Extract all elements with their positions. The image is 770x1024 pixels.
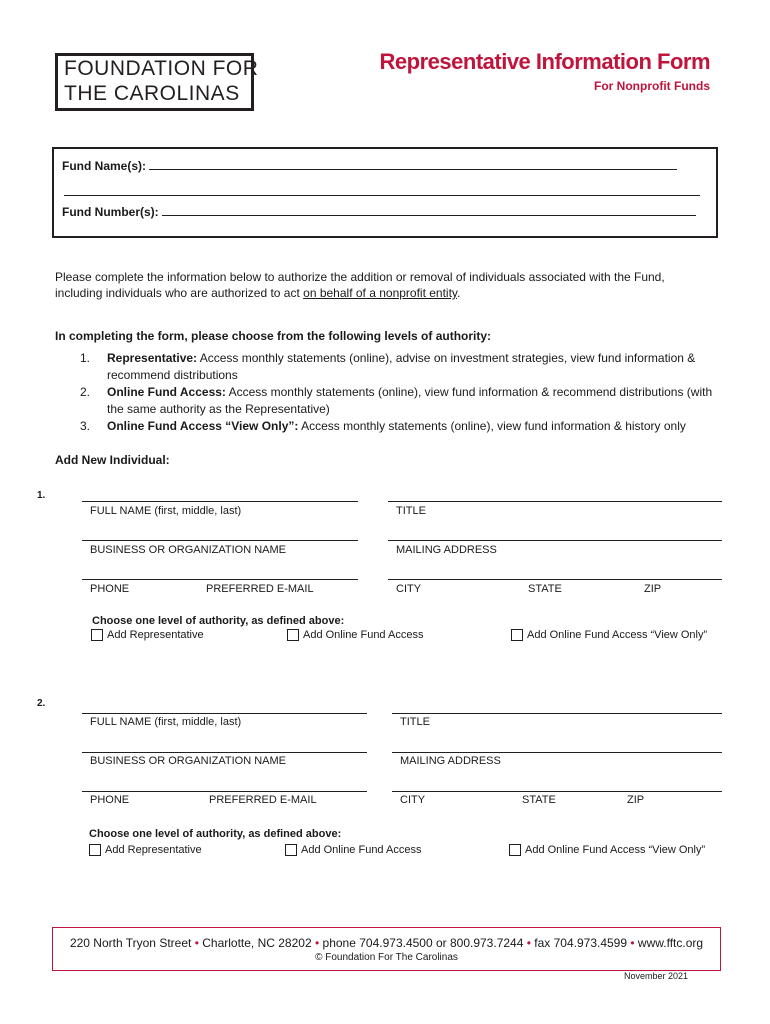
logo-line-1: FOUNDATION FOR: [64, 57, 259, 80]
business-label: BUSINESS OR ORGANIZATION NAME: [90, 755, 286, 767]
checkbox-box[interactable]: [285, 844, 297, 856]
mailing-address-field[interactable]: [392, 752, 722, 753]
full-name-field[interactable]: [82, 713, 367, 714]
level-item: [80, 418, 730, 435]
title-field[interactable]: [388, 501, 722, 502]
checkbox-box[interactable]: [287, 629, 299, 641]
add-online-access-checkbox[interactable]: [287, 629, 423, 641]
full-name-field[interactable]: [82, 501, 358, 502]
level-name: Online Fund Access:: [107, 385, 226, 399]
business-label: BUSINESS OR ORGANIZATION NAME: [90, 544, 286, 556]
footer-box: [52, 927, 721, 971]
footer-address: 220 North Tryon Street: [69, 936, 192, 950]
bullet: •: [526, 936, 531, 950]
intro-text-end: .: [457, 286, 461, 300]
bullet: •: [314, 936, 320, 950]
zip-label: ZIP: [644, 583, 662, 595]
zip-label: ZIP: [627, 794, 645, 806]
fund-numbers-field[interactable]: [162, 215, 696, 216]
checkbox-label: Add Online Fund Access “View Only”: [527, 629, 708, 641]
footer-phone: phone 704.973.4500 or 800.973.7244: [322, 936, 524, 950]
add-online-access-checkbox[interactable]: [285, 844, 421, 856]
fund-numbers-label: Fund Number(s):: [62, 205, 159, 219]
choose-authority-label: Choose one level of authority, as defined above:: [92, 615, 345, 627]
city-label: CITY: [396, 583, 422, 595]
checkbox-box[interactable]: [509, 844, 521, 856]
add-view-only-checkbox[interactable]: [509, 844, 705, 856]
level-item: [80, 384, 730, 418]
level-number: 2.: [80, 385, 91, 399]
add-view-only-checkbox[interactable]: [511, 629, 707, 641]
footer-contact-line: [53, 936, 720, 950]
footer-website: www.fftc.org: [637, 936, 704, 950]
add-representative-checkbox[interactable]: [89, 844, 202, 856]
level-name: Online Fund Access “View Only”:: [107, 419, 299, 433]
level-desc: Access monthly statements (online), view fund information & history only: [298, 419, 686, 433]
form-subtitle: For Nonprofit Funds: [594, 79, 710, 93]
checkbox-label: Add Representative: [105, 844, 202, 856]
checkbox-box[interactable]: [511, 629, 523, 641]
full-name-label: FULL NAME (first, middle, last): [90, 716, 242, 728]
city-label: CITY: [400, 794, 426, 806]
bullet: •: [194, 936, 199, 950]
email-label: PREFERRED E-MAIL: [209, 794, 317, 806]
intro-text: Please complete the information below to authorize the addition or removal of individuals associated with the Fund, including individuals who are authorized to act: [55, 270, 665, 300]
level-item: [80, 350, 730, 384]
level-desc: Access monthly statements (online), view fund information & recommend distributions (with the same authority as the Representative): [107, 385, 713, 416]
footer-city: Charlotte, NC 28202: [202, 936, 312, 950]
levels-lead: In completing the form, please choose from the following levels of authority:: [55, 329, 492, 343]
city-state-zip-field[interactable]: [388, 579, 722, 580]
checkbox-label: Add Online Fund Access “View Only”: [525, 844, 706, 856]
level-name: Representative:: [107, 351, 198, 365]
logo-line-2: THE CAROLINAS: [64, 82, 240, 105]
footer-copyright: © Foundation For The Carolinas: [315, 952, 458, 963]
intro-paragraph: [55, 269, 715, 301]
phone-label: PHONE: [90, 794, 130, 806]
checkbox-label: Add Representative: [107, 629, 204, 641]
fund-names-field-2[interactable]: [64, 185, 700, 196]
state-label: STATE: [522, 794, 556, 806]
title-label: TITLE: [400, 716, 430, 728]
mailing-label: MAILING ADDRESS: [400, 755, 501, 767]
fund-names-label: Fund Name(s):: [62, 159, 146, 173]
phone-email-field[interactable]: [82, 579, 358, 580]
title-label: TITLE: [396, 505, 426, 517]
levels-list: [80, 350, 730, 435]
add-new-heading: Add New Individual:: [55, 453, 170, 467]
level-number: 3.: [80, 419, 91, 433]
entry-1-number: 1.: [37, 490, 46, 501]
footer-fax: fax 704.973.4599: [534, 936, 628, 950]
checkbox-box[interactable]: [91, 629, 103, 641]
form-title: Representative Information Form: [379, 49, 710, 74]
intro-underlined: on behalf of a nonprofit entity: [303, 286, 458, 300]
foundation-logo: [55, 53, 259, 111]
email-label: PREFERRED E-MAIL: [206, 583, 314, 595]
level-number: 1.: [80, 351, 91, 365]
mailing-address-field[interactable]: [388, 540, 722, 541]
phone-label: PHONE: [90, 583, 130, 595]
add-representative-checkbox[interactable]: [91, 629, 204, 641]
choose-authority-label: Choose one level of authority, as defined above:: [89, 828, 342, 840]
fund-names-field[interactable]: [149, 169, 677, 170]
revision-date: November 2021: [623, 971, 688, 981]
entry-2-number: 2.: [37, 698, 46, 709]
bullet: •: [630, 936, 635, 950]
mailing-label: MAILING ADDRESS: [396, 544, 497, 556]
title-field[interactable]: [392, 713, 722, 714]
checkbox-box[interactable]: [89, 844, 101, 856]
city-state-zip-field[interactable]: [392, 791, 722, 792]
state-label: STATE: [528, 583, 562, 595]
business-field[interactable]: [82, 540, 358, 541]
fund-info-box: [52, 147, 718, 238]
checkbox-label: Add Online Fund Access: [301, 844, 422, 856]
phone-email-field[interactable]: [82, 791, 367, 792]
full-name-label: FULL NAME (first, middle, last): [90, 505, 242, 517]
checkbox-label: Add Online Fund Access: [303, 629, 424, 641]
business-field[interactable]: [82, 752, 367, 753]
level-desc: Access monthly statements (online), advise on investment strategies, view fund information & recommend distributions: [107, 351, 696, 382]
